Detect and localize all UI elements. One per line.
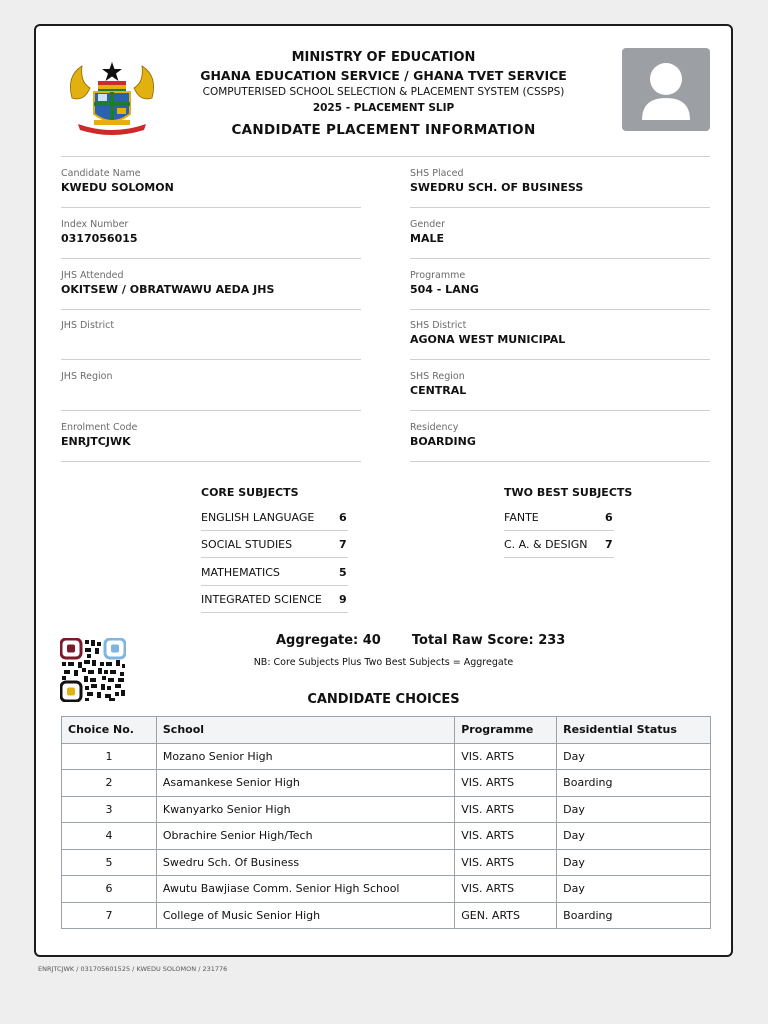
school-cell: Obrachire Senior High/Tech: [156, 823, 454, 850]
field-label: Enrolment Code: [61, 422, 138, 433]
subject-name: ENGLISH LANGUAGE: [201, 511, 315, 524]
choice-number-cell: 4: [62, 823, 157, 850]
subject-name: FANTE: [504, 511, 539, 524]
subject-row: [201, 531, 348, 558]
field-label: Gender: [410, 218, 446, 230]
programme-cell: VIS. ARTS: [455, 823, 557, 850]
choice-number-cell: 3: [62, 796, 157, 823]
field-value: SWEDRU SCH. OF BUSINESS: [410, 181, 584, 194]
subject-grade: 5: [339, 565, 347, 579]
programme-cell: VIS. ARTS: [455, 796, 557, 823]
choice-number-cell: 7: [62, 902, 157, 929]
residential-status-cell: Boarding: [557, 770, 711, 797]
field-value: ENRJTCJWK: [61, 435, 131, 448]
aggregate-score: Aggregate: 40: [276, 633, 381, 648]
field-label: JHS Attended: [61, 269, 124, 281]
subject-grade: 6: [605, 511, 613, 524]
field-value: KWEDU SOLOMON: [61, 181, 174, 194]
score-summary: [276, 633, 565, 648]
school-cell: College of Music Senior High: [156, 902, 454, 929]
residential-status-cell: Day: [557, 876, 711, 903]
programme-cell: VIS. ARTS: [455, 849, 557, 876]
candidate-choices-title: CANDIDATE CHOICES: [307, 692, 460, 707]
programme-cell: VIS. ARTS: [455, 770, 557, 797]
field-index-number: [61, 208, 361, 259]
field-shs-placed: [410, 157, 710, 208]
residential-status-cell: Day: [557, 823, 711, 850]
best-subjects-title: TWO BEST SUBJECTS: [504, 486, 633, 499]
subject-grade: 6: [339, 511, 347, 524]
field-residency: [410, 411, 710, 462]
subject-row: [201, 559, 348, 586]
table-row: [62, 876, 711, 903]
subject-name: SOCIAL STUDIES: [201, 538, 293, 552]
subject-name: INTEGRATED SCIENCE: [201, 592, 322, 606]
school-cell: Asamankese Senior High: [156, 770, 454, 797]
header-residential-status: Residential Status: [557, 717, 711, 744]
programme-cell: VIS. ARTS: [455, 743, 557, 770]
table-row: [62, 770, 711, 797]
subject-row: [504, 531, 614, 558]
header-school: School: [156, 717, 454, 744]
residential-status-cell: Day: [557, 743, 711, 770]
service-heading: GHANA EDUCATION SERVICE / GHANA TVET SERVICE: [200, 68, 567, 83]
field-shs-region: [410, 360, 710, 411]
subject-name: C. A. & DESIGN: [504, 538, 588, 552]
field-label: Programme: [410, 269, 466, 281]
choice-number-cell: 6: [62, 876, 157, 903]
footer-reference: ENRJTCJWK / 031705601525 / KWEDU SOLOMON / 231776: [38, 965, 228, 973]
subject-name: MATHEMATICS: [201, 565, 280, 579]
field-enrolment-code: [61, 411, 361, 462]
table-row: [62, 823, 711, 850]
core-subjects-title: CORE SUBJECTS: [201, 486, 299, 499]
table-row: [62, 796, 711, 823]
subject-row: [201, 586, 348, 613]
programme-cell: GEN. ARTS: [455, 902, 557, 929]
slip-heading: 2025 - PLACEMENT SLIP: [312, 102, 455, 114]
system-heading: COMPUTERISED SCHOOL SELECTION & PLACEMENT SYSTEM (CSSPS): [202, 86, 565, 98]
choices-table: [61, 716, 711, 929]
page-title: CANDIDATE PLACEMENT INFORMATION: [231, 122, 536, 138]
ministry-heading: MINISTRY OF EDUCATION: [291, 50, 476, 65]
header-choice-no: Choice No.: [62, 717, 157, 744]
field-label: SHS Placed: [410, 168, 464, 179]
field-jhs-attended: [61, 259, 361, 310]
choice-number-cell: 5: [62, 849, 157, 876]
table-header-row: [62, 717, 711, 744]
field-label: SHS Region: [410, 371, 465, 383]
school-cell: Swedru Sch. Of Business: [156, 849, 454, 876]
choice-number-cell: 2: [62, 770, 157, 797]
field-label: Candidate Name: [61, 168, 141, 179]
field-value: CENTRAL: [410, 384, 467, 398]
aggregate-note: NB: Core Subjects Plus Two Best Subjects = Aggregate: [253, 657, 514, 668]
residential-status-cell: Boarding: [557, 902, 711, 929]
school-cell: Mozano Senior High: [156, 743, 454, 770]
subject-grade: 9: [339, 592, 347, 606]
table-row: [62, 849, 711, 876]
field-label: JHS District: [61, 320, 115, 332]
field-label: Index Number: [61, 218, 129, 230]
total-raw-score: Total Raw Score: 233: [411, 633, 566, 648]
user-avatar-icon: [622, 48, 710, 131]
field-jhs-region: [61, 360, 361, 411]
table-row: [62, 743, 711, 770]
field-jhs-district: [61, 309, 361, 360]
table-row: [62, 902, 711, 929]
subject-grade: 7: [605, 538, 613, 552]
school-cell: Kwanyarko Senior High: [156, 796, 454, 823]
field-label: Residency: [410, 422, 459, 433]
placement-slip: [34, 24, 733, 957]
field-value: AGONA WEST MUNICIPAL: [410, 333, 566, 347]
subject-row: [504, 504, 614, 531]
field-gender: [410, 208, 710, 259]
choice-number-cell: 1: [62, 743, 157, 770]
field-candidate-name: [61, 157, 361, 208]
subject-grade: 7: [339, 538, 347, 552]
field-value: 0317056015: [61, 231, 138, 245]
residential-status-cell: Day: [557, 796, 711, 823]
field-programme: [410, 259, 710, 310]
header-programme: Programme: [455, 717, 557, 744]
field-value: BOARDING: [410, 435, 476, 448]
field-value: 504 - LANG: [410, 282, 479, 296]
field-label: JHS Region: [61, 371, 113, 383]
field-shs-district: [410, 309, 710, 360]
residential-status-cell: Day: [557, 849, 711, 876]
field-value: MALE: [410, 231, 444, 245]
programme-cell: VIS. ARTS: [455, 876, 557, 903]
field-label: SHS District: [410, 320, 467, 332]
field-value: OKITSEW / OBRATWAWU AEDA JHS: [61, 282, 275, 296]
subject-row: [201, 504, 348, 531]
school-cell: Awutu Bawjiase Comm. Senior High School: [156, 876, 454, 903]
